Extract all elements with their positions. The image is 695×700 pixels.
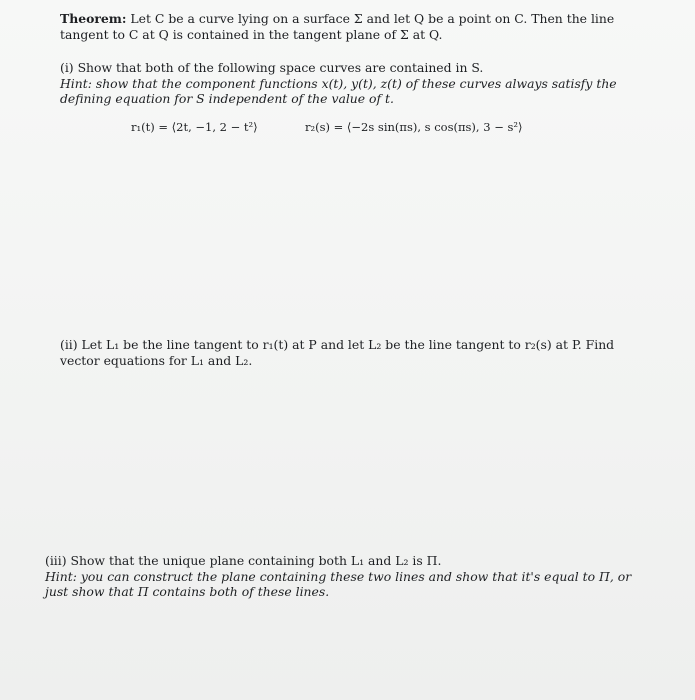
- theorem-block: [60, 11, 640, 42]
- part-2-line-1: (ii) Let L₁ be the line tangent to r₁(t) at P and let L₂ be the line tangent to r₂(s) at P. Find: [60, 337, 615, 352]
- part-1-hint-line-2: defining equation for S independent of the value of t.: [60, 91, 394, 106]
- part-2-block: [60, 337, 640, 368]
- part-3-question: (iii) Show that the unique plane containing both L₁ and L₂ is Π.: [45, 553, 442, 568]
- equation-r1: r₁(t) = ⟨2t, −1, 2 − t²⟩: [131, 120, 258, 134]
- part-1-question: (i) Show that both of the following space curves are contained in S.: [60, 60, 484, 75]
- part-1-hint-line-1: Hint: show that the component functions x(t), y(t), z(t) of these curves always satisfy the: [60, 75, 617, 91]
- theorem-label: Theorem:: [60, 11, 127, 26]
- theorem-line-2: tangent to C at Q is contained in the tangent plane of Σ at Q.: [60, 26, 443, 42]
- theorem-text-1: Let C be a curve lying on a surface Σ and let Q be a point on C. Then the line: [126, 11, 615, 26]
- equation-r2: r₂(s) = ⟨−2s sin(πs), s cos(πs), 3 − s²⟩: [305, 120, 523, 134]
- part-3-block: [45, 553, 645, 600]
- part-3-hint-line-2: just show that Π contains both of these lines.: [45, 584, 330, 599]
- part-1-block: [60, 60, 640, 107]
- part-2-line-2: vector equations for L₁ and L₂.: [60, 352, 253, 368]
- part-3-hint-line-1: Hint: you can construct the plane containing these two lines and show that it's equal to Π, or: [45, 568, 632, 584]
- theorem-line-1: [60, 11, 640, 27]
